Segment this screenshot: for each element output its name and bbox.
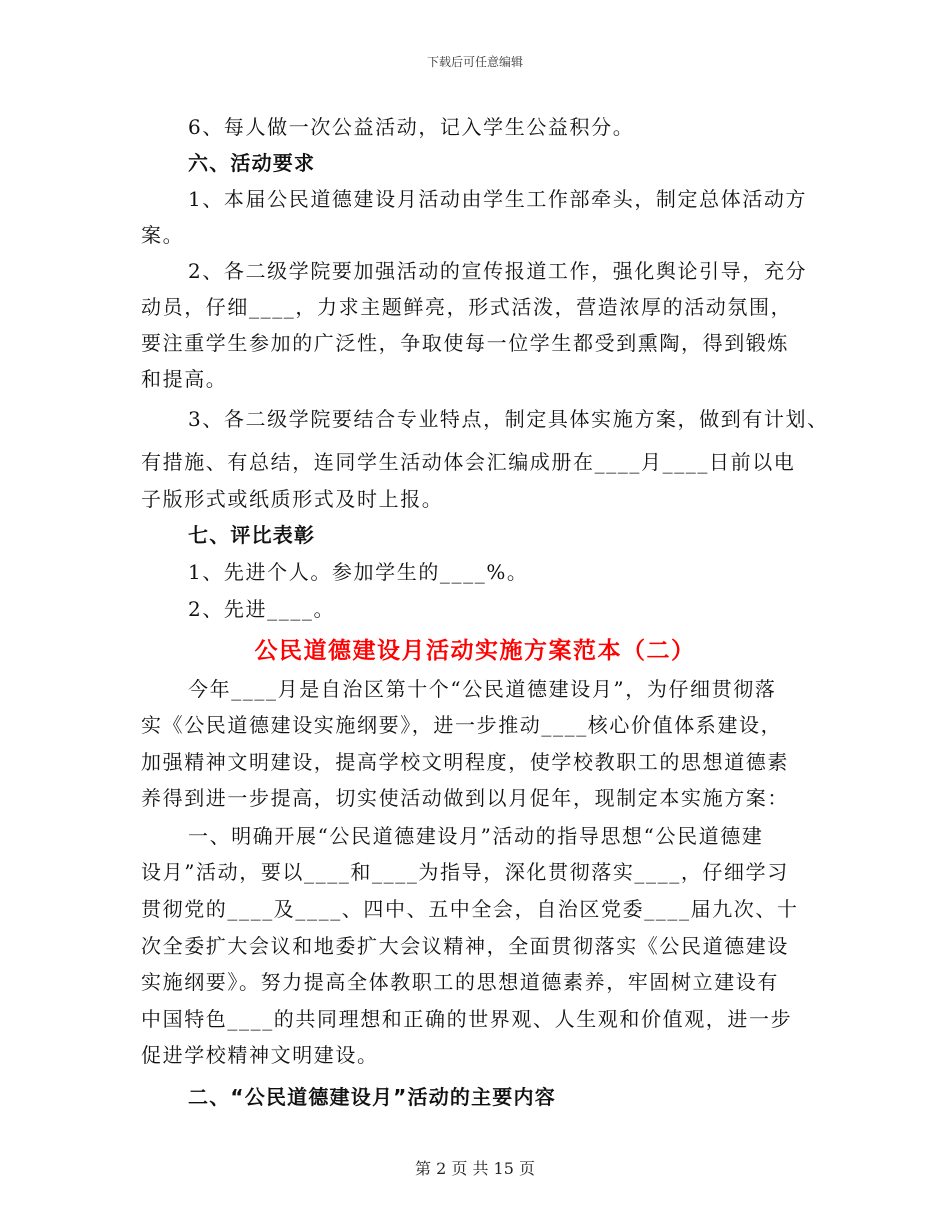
section-title: 公民道德建设月活动实施方案范本（二）	[254, 638, 696, 664]
body-line-5: 一、明确开展“公民道德建设月”活动的指导思想“公民道德建	[188, 824, 764, 848]
body-line-9: 实施纲要》。努力提高全体教职工的思想道德素养，牢固树立建设有	[141, 970, 779, 994]
requirement-1-line-2: 案。	[141, 223, 185, 247]
requirement-2-line-2: 动员，仔细____，力求主题鲜亮，形式活泼，营造浓厚的活动氛围，	[141, 295, 793, 319]
requirement-3-line-1: 3、各二级学院要结合专业特点，制定具体实施方案，做到有计划、	[188, 407, 829, 431]
body-line-11: 促进学校精神文明建设。	[141, 1043, 379, 1067]
requirement-3-line-3: 子版形式或纸质形式及时上报。	[141, 487, 444, 511]
item-6-line: 6、每人做一次公益活动，记入学生公益积分。	[188, 115, 635, 139]
heading-activity-requirements: 六、活动要求	[188, 151, 316, 175]
body-line-2: 实《公民道德建设实施纲要》，进一步推动____核心价值体系建设，	[141, 713, 783, 737]
body-line-8: 次全委扩大会议和地委扩大会议精神，全面贯彻落实《公民道德建设	[141, 934, 789, 958]
heading-main-content: 二、“公民道德建设月”活动的主要内容	[188, 1085, 556, 1109]
requirement-3-line-2: 有措施、有总结，连同学生活动体会汇编成册在____月____日前以电	[141, 450, 796, 474]
page-header-note: 下载后可任意编辑	[426, 55, 523, 69]
body-line-10: 中国特色____的共同理想和正确的世界观、人生观和价值观，进一步	[141, 1007, 793, 1031]
award-2-line: 2、先进____。	[188, 597, 336, 621]
body-line-3: 加强精神文明建设，提高学校文明程度，使学校教职工的思想道德素	[141, 750, 789, 774]
requirement-2-line-1: 2、各二级学院要加强活动的宣传报道工作，强化舆论引导，充分	[188, 259, 808, 283]
body-line-4: 养得到进一步提高，切实使活动做到以月促年，现制定本实施方案：	[141, 786, 789, 810]
body-line-7: 贯彻党的____及____、四中、五中全会，自治区党委____届九次、十	[141, 897, 799, 921]
body-line-6: 设月”活动，要以____和____为指导，深化贯彻落实____，仔细学习	[141, 860, 789, 884]
heading-awards: 七、评比表彰	[188, 523, 316, 547]
body-line-1: 今年____月是自治区第十个“公民道德建设月”，为仔细贯彻落	[188, 677, 777, 701]
requirement-2-line-3: 要注重学生参加的广泛性，争取使每一位学生都受到熏陶，得到锻炼	[141, 331, 789, 355]
award-1-line: 1、先进个人。参加学生的____%。	[188, 560, 529, 584]
page-footer-number: 第 2 页 共 15 页	[415, 1159, 535, 1178]
requirement-2-line-4: 和提高。	[141, 367, 228, 391]
requirement-1-line-1: 1、本届公民道德建设月活动由学生工作部牵头，制定总体活动方	[188, 187, 808, 211]
